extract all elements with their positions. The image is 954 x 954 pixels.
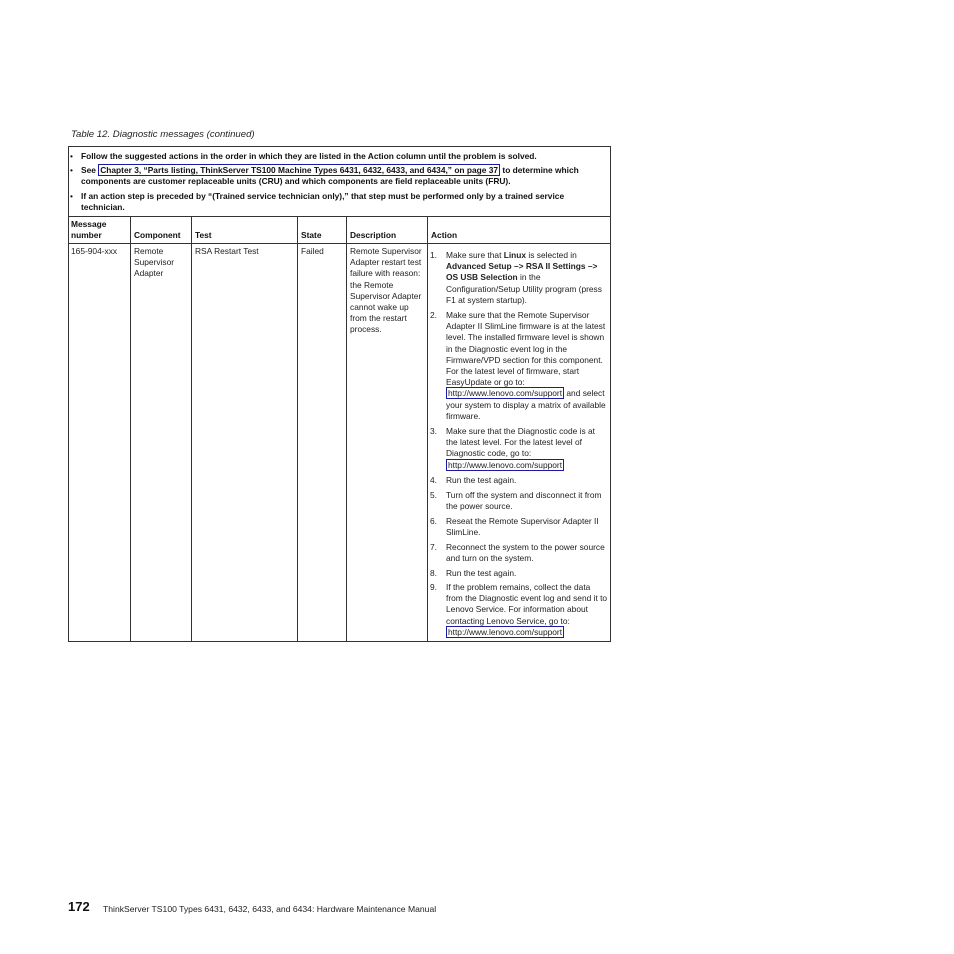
note-post: to determine which components are customer replaceable units (CRU) and which components are field replaceable units (FRU). xyxy=(81,165,579,186)
step-text: Turn off the system and disconnect it from the power source. xyxy=(446,490,602,512)
cell-description: Remote Supervisor Adapter restart test failure with reason: the Remote Supervisor Adapter cannot wake up from the restart process. xyxy=(350,246,422,335)
table-caption: Table 12. Diagnostic messages (continued) xyxy=(71,129,255,140)
step-text-part: is selected in xyxy=(526,250,577,260)
step-number: 7. xyxy=(430,542,437,552)
step-text xyxy=(446,310,608,422)
note-text: If an action step is preceded by “(Trained service technician only),” that step must be performed only by a trained service technician. xyxy=(81,191,565,212)
step-text-part: Make sure that the Diagnostic code is at the latest level. For the latest level of Diagnostic code, go to: xyxy=(446,426,595,459)
table-notes xyxy=(69,147,610,217)
step-number: 4. xyxy=(430,475,437,485)
step-text xyxy=(446,250,608,306)
bullet: • xyxy=(70,165,73,175)
header-component: Component xyxy=(134,230,181,240)
diagnostic-table xyxy=(68,146,611,642)
page-number: 172 xyxy=(68,899,90,914)
column-divider xyxy=(427,216,428,641)
step-text-part: Make sure that the Remote Supervisor Adapter II SlimLine firmware is at the latest level. The installed firmware level is shown in the Diagnostic event log in the Firmware/VPD section for this component. For the latest level of firmware, start EasyUpdate or go to: xyxy=(446,310,606,388)
table-body xyxy=(69,216,610,641)
note-text: Follow the suggested actions in the order in which they are listed in the Action column until the problem is solved. xyxy=(81,151,537,161)
manual-title: ThinkServer TS100 Types 6431, 6432, 6433, and 6434: Hardware Maintenance Manual xyxy=(103,904,437,914)
lenovo-support-link[interactable]: http://www.lenovo.com/support xyxy=(448,626,563,637)
step-text-bold: Linux xyxy=(503,250,527,260)
step-text: Reconnect the system to the power source and turn on the system. xyxy=(446,542,605,564)
lenovo-support-link[interactable]: http://www.lenovo.com/support xyxy=(448,459,563,470)
step-text xyxy=(446,582,608,638)
step-text-part: Make sure that xyxy=(446,250,504,260)
header-divider xyxy=(69,243,610,244)
step-number: 6. xyxy=(430,516,437,526)
step-text: Run the test again. xyxy=(446,568,517,578)
column-divider xyxy=(191,216,192,641)
cell-state: Failed xyxy=(301,246,324,256)
cell-test: RSA Restart Test xyxy=(195,246,259,256)
column-divider xyxy=(346,216,347,641)
step-text: Reseat the Remote Supervisor Adapter II SlimLine. xyxy=(446,516,599,538)
step-text xyxy=(446,426,608,471)
note-pre: See xyxy=(81,165,99,175)
chapter-3-link[interactable]: Chapter 3, “Parts listing, ThinkServer TS100 Machine Types 6431, 6432, 6433, and 6434,” on page 37 xyxy=(100,165,499,175)
step-text: Run the test again. xyxy=(446,475,517,485)
step-number: 3. xyxy=(430,426,437,436)
step-number: 8. xyxy=(430,568,437,578)
step-number: 2. xyxy=(430,310,437,320)
step-text-bold: Advanced Setup –> RSA II Settings –> OS USB Selection xyxy=(446,261,598,283)
header-action: Action xyxy=(431,230,458,240)
column-divider xyxy=(130,216,131,641)
cell-message-number: 165-904-xxx xyxy=(71,246,118,256)
step-number: 5. xyxy=(430,490,437,500)
bullet: • xyxy=(70,191,73,201)
header-test: Test xyxy=(195,230,212,240)
step-text-part: and select your system to display a matrix of available firmware. xyxy=(446,388,606,421)
header-message-number: Message number xyxy=(71,219,107,240)
column-divider xyxy=(297,216,298,641)
lenovo-support-link[interactable]: http://www.lenovo.com/support xyxy=(448,388,563,399)
step-text-part: in the Configuration/Setup Utility program (press F1 at system startup). xyxy=(446,272,602,305)
step-number: 1. xyxy=(430,250,437,260)
step-number: 9. xyxy=(430,582,437,592)
header-state: State xyxy=(301,230,322,240)
step-text-part: If the problem remains, collect the data from the Diagnostic event log and send it to Lenovo Service. For information about contacting Lenovo Service, go to: xyxy=(446,582,608,626)
bullet: • xyxy=(70,151,73,161)
cell-component: Remote Supervisor Adapter xyxy=(134,246,175,279)
header-description: Description xyxy=(350,230,397,240)
note-text xyxy=(81,165,601,187)
